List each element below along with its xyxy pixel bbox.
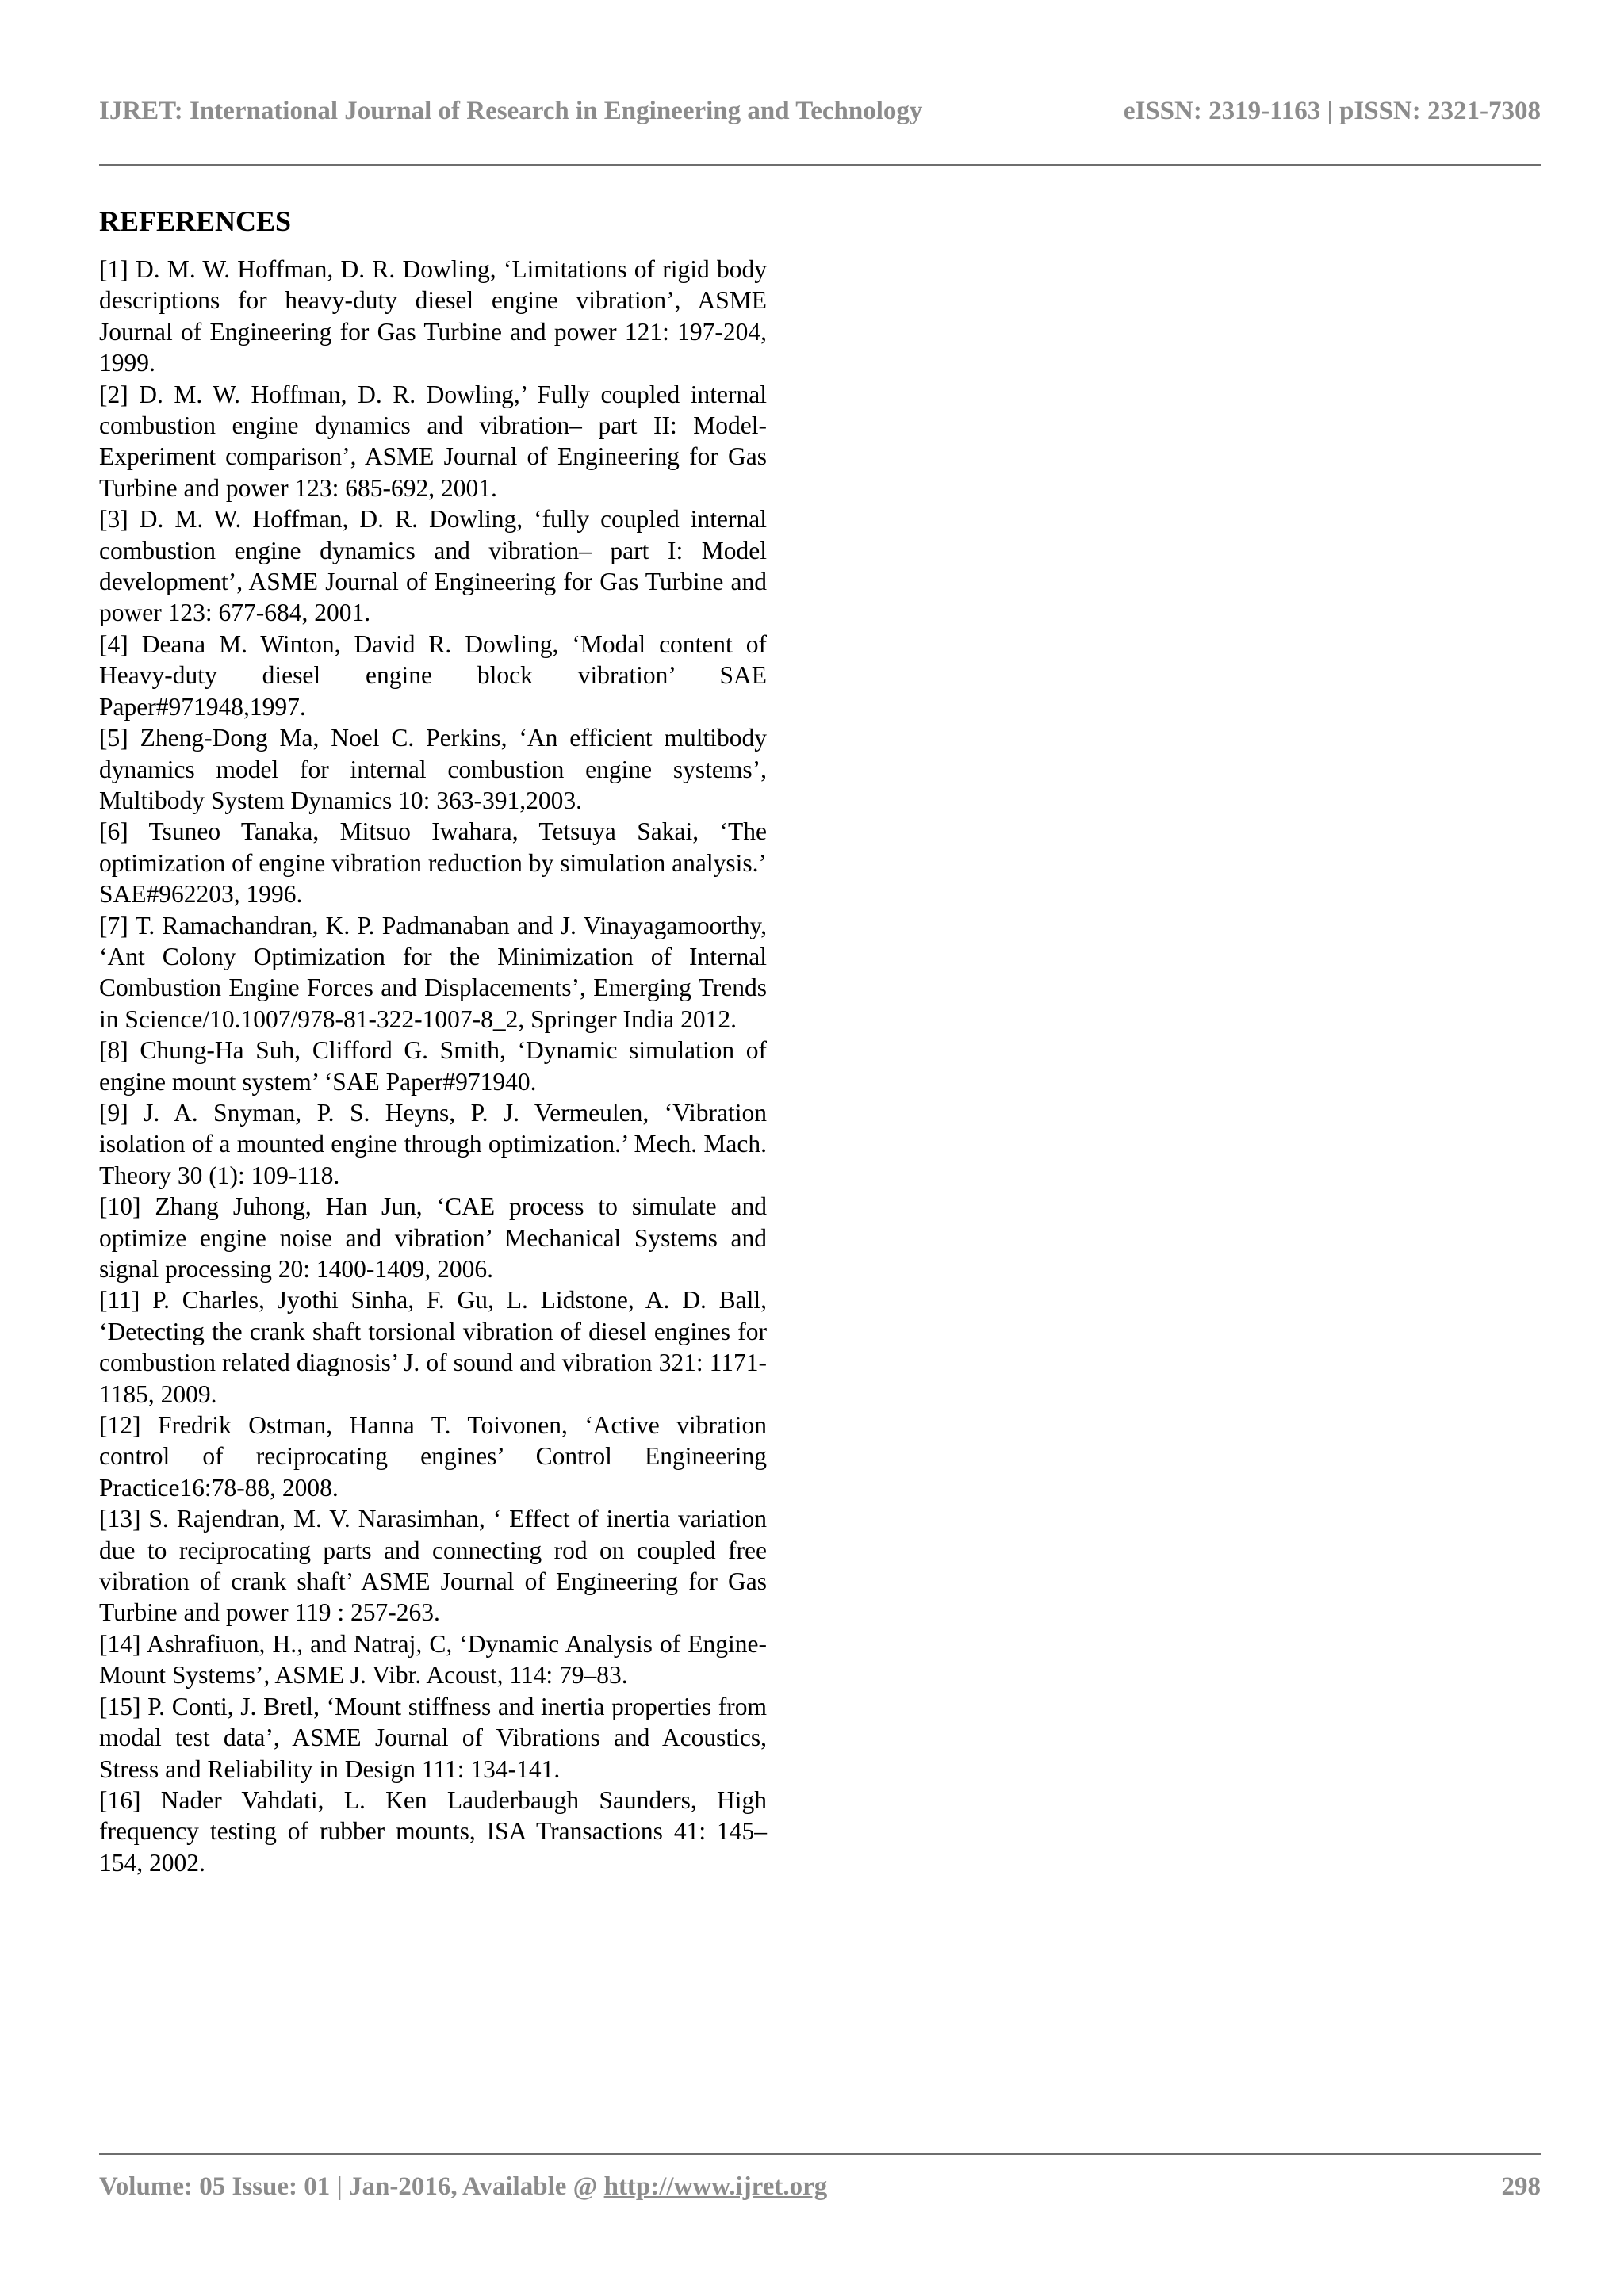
reference-item-12: [12] Fredrik Ostman, Hanna T. Toivonen, ‘Active vibration control of reciprocating engines’ Control Engineering Practice16:78-88, 2008. — [99, 1411, 767, 1502]
running-footer — [99, 2172, 1541, 2212]
reference-item-8: [8] Chung-Ha Suh, Clifford G. Smith, ‘Dynamic simulation of engine mount system’ ‘SAE Paper#971940. — [99, 1036, 767, 1096]
reference-item-7: [7] T. Ramachandran, K. P. Padmanaban and J. Vinayagamoorthy, ‘Ant Colony Optimization for the Minimization of Internal Combustion Engine Forces and Displacements’, Emerging Trends in Science/10.1007/978-81-322-1007-8_2, Springer India 2012. — [99, 911, 767, 1033]
reference-item-2: [2] D. M. W. Hoffman, D. R. Dowling,’ Fully coupled internal combustion engine dynamics and vibration– part II: Model-Experiment comparison’, ASME Journal of Engineering for Gas Turbine and power 123: 685-692, 2001. — [99, 380, 767, 502]
header-divider — [99, 164, 1541, 166]
journal-link[interactable]: http://www.ijret.org — [603, 2172, 828, 2201]
reference-item-11: [11] P. Charles, Jyothi Sinha, F. Gu, L. Lidstone, A. D. Ball, ‘Detecting the crank shaft torsional vibration of diesel engines for combustion related diagnosis’ J. of sound and vibration 321: 1171-1185, 2009. — [99, 1286, 767, 1408]
reference-item-10: [10] Zhang Juhong, Han Jun, ‘CAE process to simulate and optimize engine noise and vibration’ Mechanical Systems and signal processing 20: 1400-1409, 2006. — [99, 1192, 767, 1283]
footer-volume — [99, 2172, 827, 2202]
reference-item-4: [4] Deana M. Winton, David R. Dowling, ‘Modal content of Heavy-duty diesel engine block vibration’ SAE Paper#971948,1997. — [99, 629, 767, 721]
journal-title: IJRET: International Journal of Research in Engineering and Technology — [99, 97, 923, 125]
references-list — [99, 254, 767, 1878]
volume-info: Volume: 05 Issue: 01 | Jan-2016, Available @ — [99, 2172, 604, 2201]
reference-item-9: [9] J. A. Snyman, P. S. Heyns, P. J. Vermeulen, ‘Vibration isolation of a mounted engine through optimization.’ Mech. Mach. Theory 30 (1): 109-118. — [99, 1098, 767, 1189]
issn-info: eISSN: 2319-1163 | pISSN: 2321-7308 — [1123, 97, 1541, 125]
references-heading: REFERENCES — [99, 205, 292, 237]
reference-item-5: [5] Zheng-Dong Ma, Noel C. Perkins, ‘An efficient multibody dynamics model for internal combustion engine systems’, Multibody System Dynamics 10: 363-391,2003. — [99, 724, 767, 814]
footer-divider — [99, 2152, 1541, 2155]
running-header — [99, 97, 1541, 136]
reference-item-1: [1] D. M. W. Hoffman, D. R. Dowling, ‘Limitations of rigid body descriptions for heavy-duty diesel engine vibration’, ASME Journal of Engineering for Gas Turbine and power 121: 197-204, 1999. — [99, 255, 767, 377]
page-number: 298 — [1501, 2172, 1541, 2201]
reference-item-13: [13] S. Rajendran, M. V. Narasimhan, ‘ Effect of inertia variation due to reciprocating parts and connecting rod on coupled free vibration of crank shaft’ ASME Journal of Engineering for Gas Turbine and power 119 : 257-263. — [99, 1505, 767, 1627]
reference-item-16: [16] Nader Vahdati, L. Ken Lauderbaugh Saunders, High frequency testing of rubber mounts, ISA Transactions 41: 145–154, 2002. — [99, 1785, 767, 1877]
reference-item-15: [15] P. Conti, J. Bretl, ‘Mount stiffness and inertia properties from modal test data’, ASME Journal of Vibrations and Acoustics, Stress and Reliability in Design 111: 134-141. — [99, 1692, 767, 1783]
reference-item-14: [14] Ashrafiuon, H., and Natraj, C, ‘Dynamic Analysis of Engine-Mount Systems’, ASME J. Vibr. Acoust, 114: 79–83. — [99, 1629, 767, 1689]
reference-item-6: [6] Tsuneo Tanaka, Mitsuo Iwahara, Tetsuya Sakai, ‘The optimization of engine vibration reduction by simulation analysis.’ SAE#962203, 1996. — [99, 817, 767, 909]
reference-item-3: [3] D. M. W. Hoffman, D. R. Dowling, ‘fully coupled internal combustion engine dynamics and vibration– part I: Model development’, ASME Journal of Engineering for Gas Turbine and power 123: 677-684, 2001. — [99, 505, 767, 627]
